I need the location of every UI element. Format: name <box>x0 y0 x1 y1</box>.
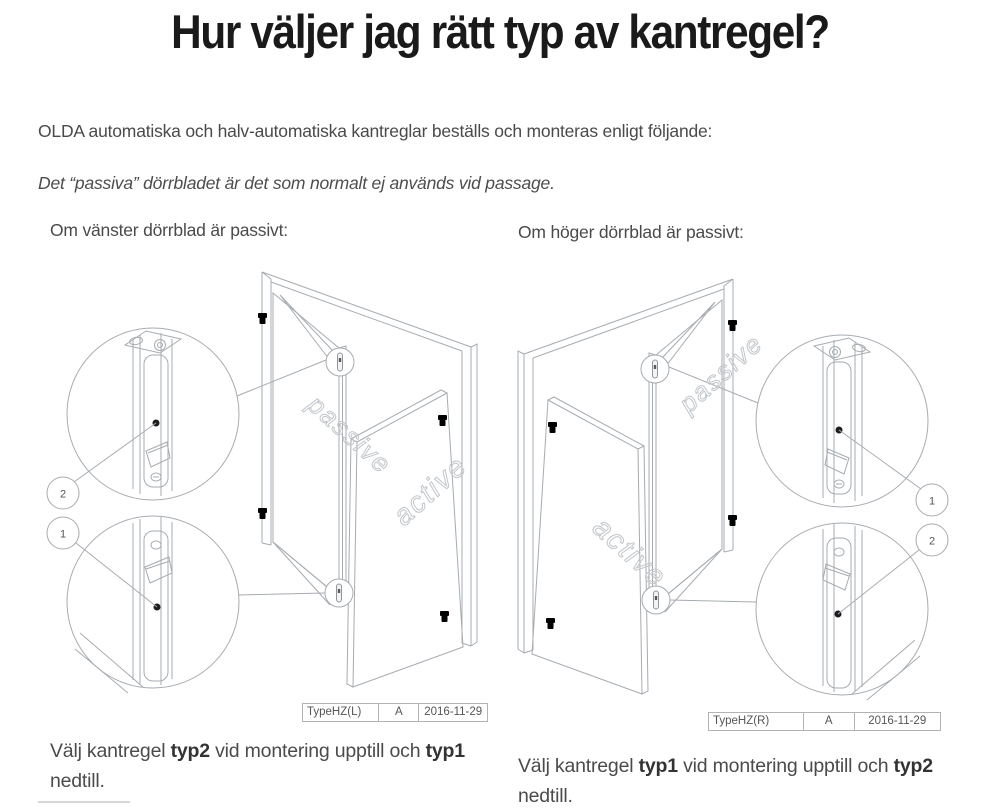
passive-door-label: passive <box>301 389 398 480</box>
left-door-diagram <box>30 255 490 725</box>
right-caption: Välj kantregel typ1 vid montering upptill och typ2 nedtill. <box>518 755 933 808</box>
right-door-diagram-svg <box>505 262 965 732</box>
balloon-bottom-number: 2 <box>928 535 936 548</box>
right-drawing-titleblock <box>708 712 941 731</box>
left-caption: Välj kantregel typ2 vid montering upptill och typ1 nedtill. <box>50 740 465 793</box>
right-door-diagram <box>505 262 965 732</box>
intro-paragraph: OLDA automatiska och halv-automatiska kantreglar beställs och monteras enligt följande: <box>38 120 713 141</box>
left-door-diagram-svg <box>30 255 490 725</box>
drawing-date: 2016-11-29 <box>424 706 483 718</box>
drawing-date: 2016-11-29 <box>868 715 927 727</box>
active-door-label: active <box>387 449 474 533</box>
balloon-bottom-number: 1 <box>59 528 67 541</box>
left-column-heading: Om vänster dörrblad är passivt: <box>50 220 288 240</box>
right-column-heading: Om höger dörrblad är passivt: <box>518 222 744 242</box>
page-title: Hur väljer jag rätt typ av kantregel? <box>171 5 829 58</box>
drawing-model: TypeHZ(R) <box>709 713 804 730</box>
cutoff-next-section <box>38 801 130 803</box>
balloon-top-number: 2 <box>59 488 67 501</box>
active-door-label: active <box>586 511 673 594</box>
drawing-model: TypeHZ(L) <box>303 704 379 721</box>
drawing-revision: A <box>804 713 855 730</box>
drawing-revision: A <box>379 704 419 721</box>
note-paragraph: Det “passiva” dörrbladet är det som normalt ej används vid passage. <box>38 172 555 193</box>
left-drawing-titleblock <box>302 703 488 722</box>
passive-door-label: passive <box>672 327 769 419</box>
balloon-top-number: 1 <box>928 495 936 508</box>
